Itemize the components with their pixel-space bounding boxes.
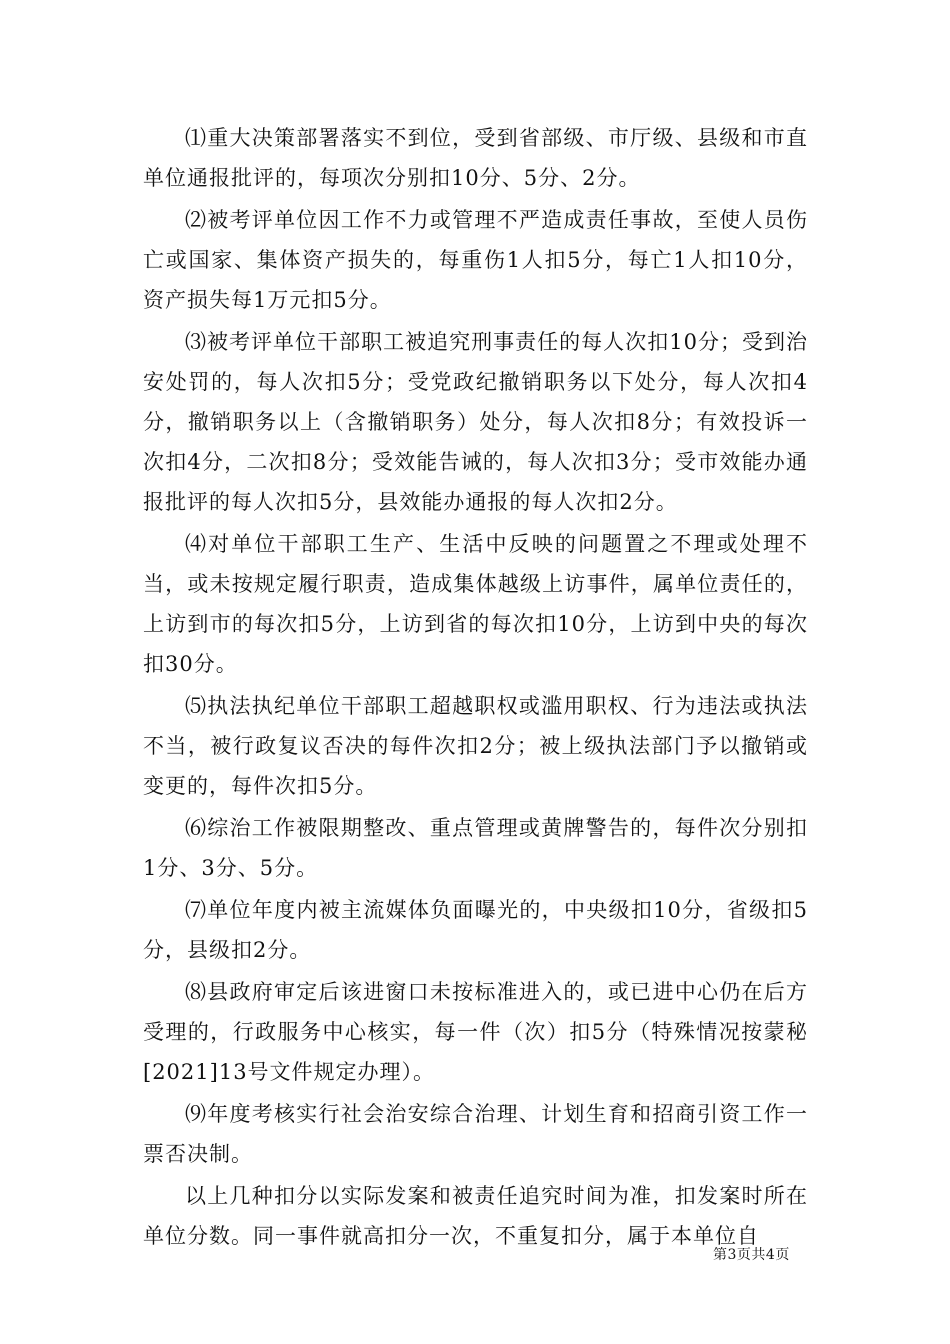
- document-body: [143, 118, 808, 1258]
- paragraph-6: ⑹综治工作被限期整改、重点管理或黄牌警告的，每件次分别扣1分、3分、5分。: [143, 816, 808, 880]
- paragraph-7: ⑺单位年度内被主流媒体负面曝光的，中央级扣10分，省级扣5分，县级扣2分。: [143, 898, 808, 962]
- paragraph-3: ⑶被考评单位干部职工被追究刑事责任的每人次扣10分；受到治安处罚的，每人次扣5分；受党政纪撤销职务以下处分，每人次扣4分，撤销职务以上（含撤销职务）处分，每人次扣8分；有效投诉一次扣4分，二次扣8分；受效能告诫的，每人次扣3分；受市效能办通报批评的每人次扣5分，县效能办通报的每人次扣2分。: [143, 330, 808, 514]
- page-number-footer: 第3页共4页: [713, 1247, 790, 1263]
- paragraph-9: ⑼年度考核实行社会治安综合治理、计划生育和招商引资工作一票否决制。: [143, 1102, 808, 1166]
- paragraph-4: ⑷对单位干部职工生产、生活中反映的问题置之不理或处理不当，或未按规定履行职责，造成集体越级上访事件，属单位责任的，上访到市的每次扣5分，上访到省的每次扣10分，上访到中央的每次扣30分。: [143, 532, 808, 676]
- paragraph-1: ⑴重大决策部署落实不到位，受到省部级、市厅级、县级和市直单位通报批评的，每项次分别扣10分、5分、2分。: [143, 126, 808, 190]
- paragraph-2: ⑵被考评单位因工作不力或管理不严造成责任事故，至使人员伤亡或国家、集体资产损失的，每重伤1人扣5分，每亡1人扣10分，资产损失每1万元扣5分。: [143, 208, 808, 312]
- paragraph-8: ⑻县政府审定后该进窗口未按标准进入的，或已进中心仍在后方受理的，行政服务中心核实，每一件（次）扣5分（特殊情况按蒙秘[2021]13号文件规定办理）。: [143, 980, 808, 1084]
- paragraph-5: ⑸执法执纪单位干部职工超越职权或滥用职权、行为违法或执法不当，被行政复议否决的每件次扣2分；被上级执法部门予以撤销或变更的，每件次扣5分。: [143, 694, 808, 798]
- paragraph-10: 以上几种扣分以实际发案和被责任追究时间为准，扣发案时所在单位分数。同一事件就高扣分一次，不重复扣分，属于本单位自: [143, 1184, 808, 1248]
